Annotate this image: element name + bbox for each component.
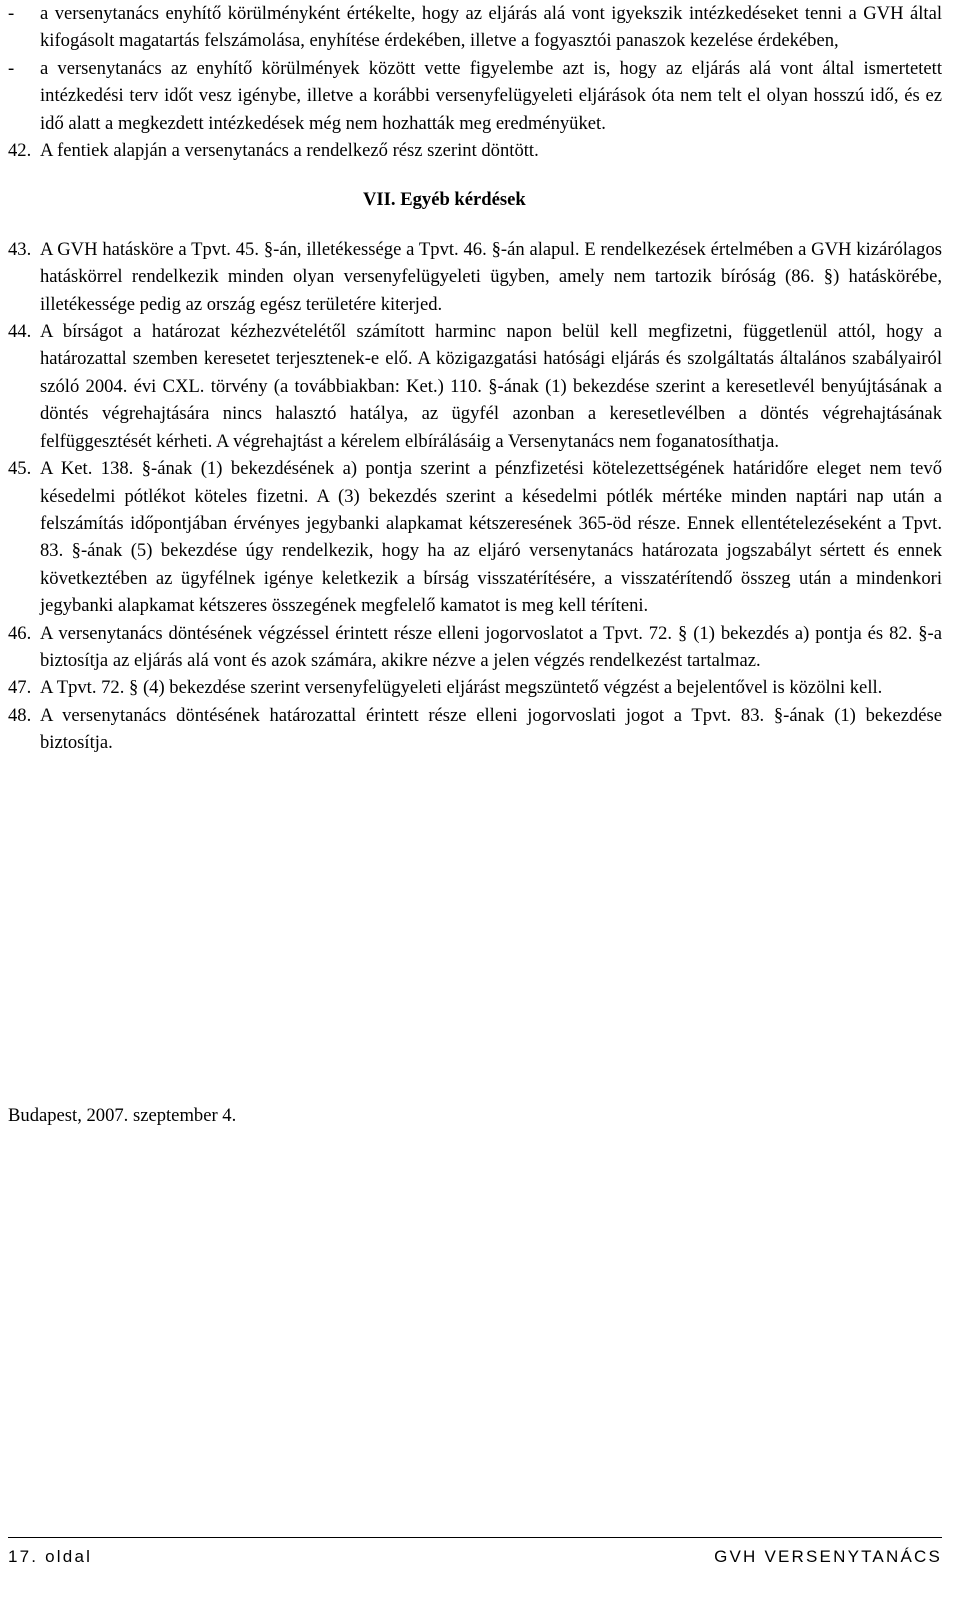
page-number: 17. oldal xyxy=(8,1547,93,1566)
bullet-text: a versenytanács az enyhítő körülmények között vette figyelembe azt is, hogy az eljárás alá vont által ismertetett intézkedési terv időt vesz igénybe, illetve a korábbi versenyfelügyeleti eljárások óta nem telt el olyan hosszú idő, és ez idő alatt a megkezdett intézkedések még nem hozhatták meg eredményüket. xyxy=(40,57,942,134)
paragraph-text: A Tpvt. 72. § (4) bekezdése szerint versenyfelügyeleti eljárást megszüntető végzést a bejelentővel is közölni kell. xyxy=(40,677,883,699)
paragraph-text: A bírságot a határozat kézhezvételétől számított harminc napon belül kell megfizetni, függetlenül attól, hogy a határozattal szemben keresetet terjesztenek-e elő. A közigazgatási hatósági eljárás és szolgáltatás általános szabályairól szóló 2004. évi CXL. törvény (a továbbiakban: Ket.) 110. §-ának (1) bekezdése szerint a keresetlevél benyújtásának a döntés végrehajtására nincs halasztó hatálya, az ügyfél azonban a keresetlevélben a döntés végrehajtásának felfüggesztését kérheti. A végrehajtást a kérelem elbírálásáig a Versenytanács nem foganatosíthatja. xyxy=(40,321,942,452)
footer-divider xyxy=(8,1537,942,1538)
paragraph-text: A GVH hatásköre a Tpvt. 45. §-án, illetékessége a Tpvt. 46. §-án alapul. E rendelkezések értelmében a GVH kizárólagos hatáskörrel rendelkezik minden olyan versenyfelügyeleti ügyben, amely nem tartozik bíróság (86. §) hatáskörébe, illetékessége pedig az ország egész területére kiterjed. xyxy=(40,238,942,315)
paragraph-48 xyxy=(8,702,942,757)
paragraph-47 xyxy=(8,674,942,701)
paragraph-43 xyxy=(8,236,942,318)
paragraph-45 xyxy=(8,455,942,619)
paragraph-text: A versenytanács döntésének végzéssel érintett része elleni jogorvoslatot a Tpvt. 72. § (1) bekezdés a) pontja és 82. §-a biztosítja az eljárás alá vont és azok számára, akikre nézve a jelen végzés rendelkezést tartalmaz. xyxy=(40,622,942,671)
footer-organization: GVH VERSENYTANÁCS xyxy=(714,1547,942,1566)
paragraph-text: A Ket. 138. §-ának (1) bekezdésének a) pontja szerint a pénzfizetési kötelezettségének határidőre eleget nem tevő késedelmi pótlékot köteles fizetni. A (3) bekezdés szerint a késedelmi pótlék mértéke minden naptári nap után a felszámítás időpontjában érvényes jegybanki alapkamat kétszeresének 365-öd része. Ennek ellentételezéseként a Tpvt. 83. §-ának (5) bekezdése úgy rendelkezik, hogy ha az eljáró versenytanács határozata jogszabályt sértett és ennek következtében az ügyfélnek igénye keletkezik a bírság visszatérítésére, a visszatérítendő összeg után a mindenkori jegybanki alapkamat kétszeres összegének megfelelő kamatot is meg kell téríteni. xyxy=(40,458,942,617)
paragraph-42 xyxy=(8,137,942,164)
paragraph-number: 47. xyxy=(8,677,32,699)
paragraph-number: 45. xyxy=(8,458,32,480)
bullet-item xyxy=(8,55,942,137)
paragraph-46 xyxy=(8,620,942,675)
document-body xyxy=(8,0,942,757)
paragraph-text: A fentiek alapján a versenytanács a rendelkező rész szerint döntött. xyxy=(40,140,539,162)
bullet-dash: - xyxy=(8,3,15,24)
section-heading: VII. Egyéb kérdések xyxy=(363,189,526,211)
paragraph-44 xyxy=(8,318,942,455)
bullet-dash: - xyxy=(8,57,15,79)
paragraph-number: 42. xyxy=(8,140,32,162)
place-and-date: Budapest, 2007. szeptember 4. xyxy=(8,1105,237,1126)
paragraph-text: A versenytanács döntésének határozattal érintett része elleni jogorvoslati jogot a Tpvt. 83. §-ának (1) bekezdése biztosítja. xyxy=(40,704,942,754)
paragraph-number: 48. xyxy=(8,704,32,726)
paragraph-number: 43. xyxy=(8,238,32,260)
page-footer xyxy=(8,1547,942,1567)
bullet-item xyxy=(8,0,942,55)
bullet-text: a versenytanács enyhítő körülményként értékelte, hogy az eljárás alá vont igyekszik intézkedéseket tenni a GVH által kifogásolt magatartás felszámolása, enyhítése érdekében, illetve a fogyasztói panaszok kezelése érdekében, xyxy=(40,3,942,52)
paragraph-number: 46. xyxy=(8,622,32,644)
paragraph-number: 44. xyxy=(8,321,32,343)
